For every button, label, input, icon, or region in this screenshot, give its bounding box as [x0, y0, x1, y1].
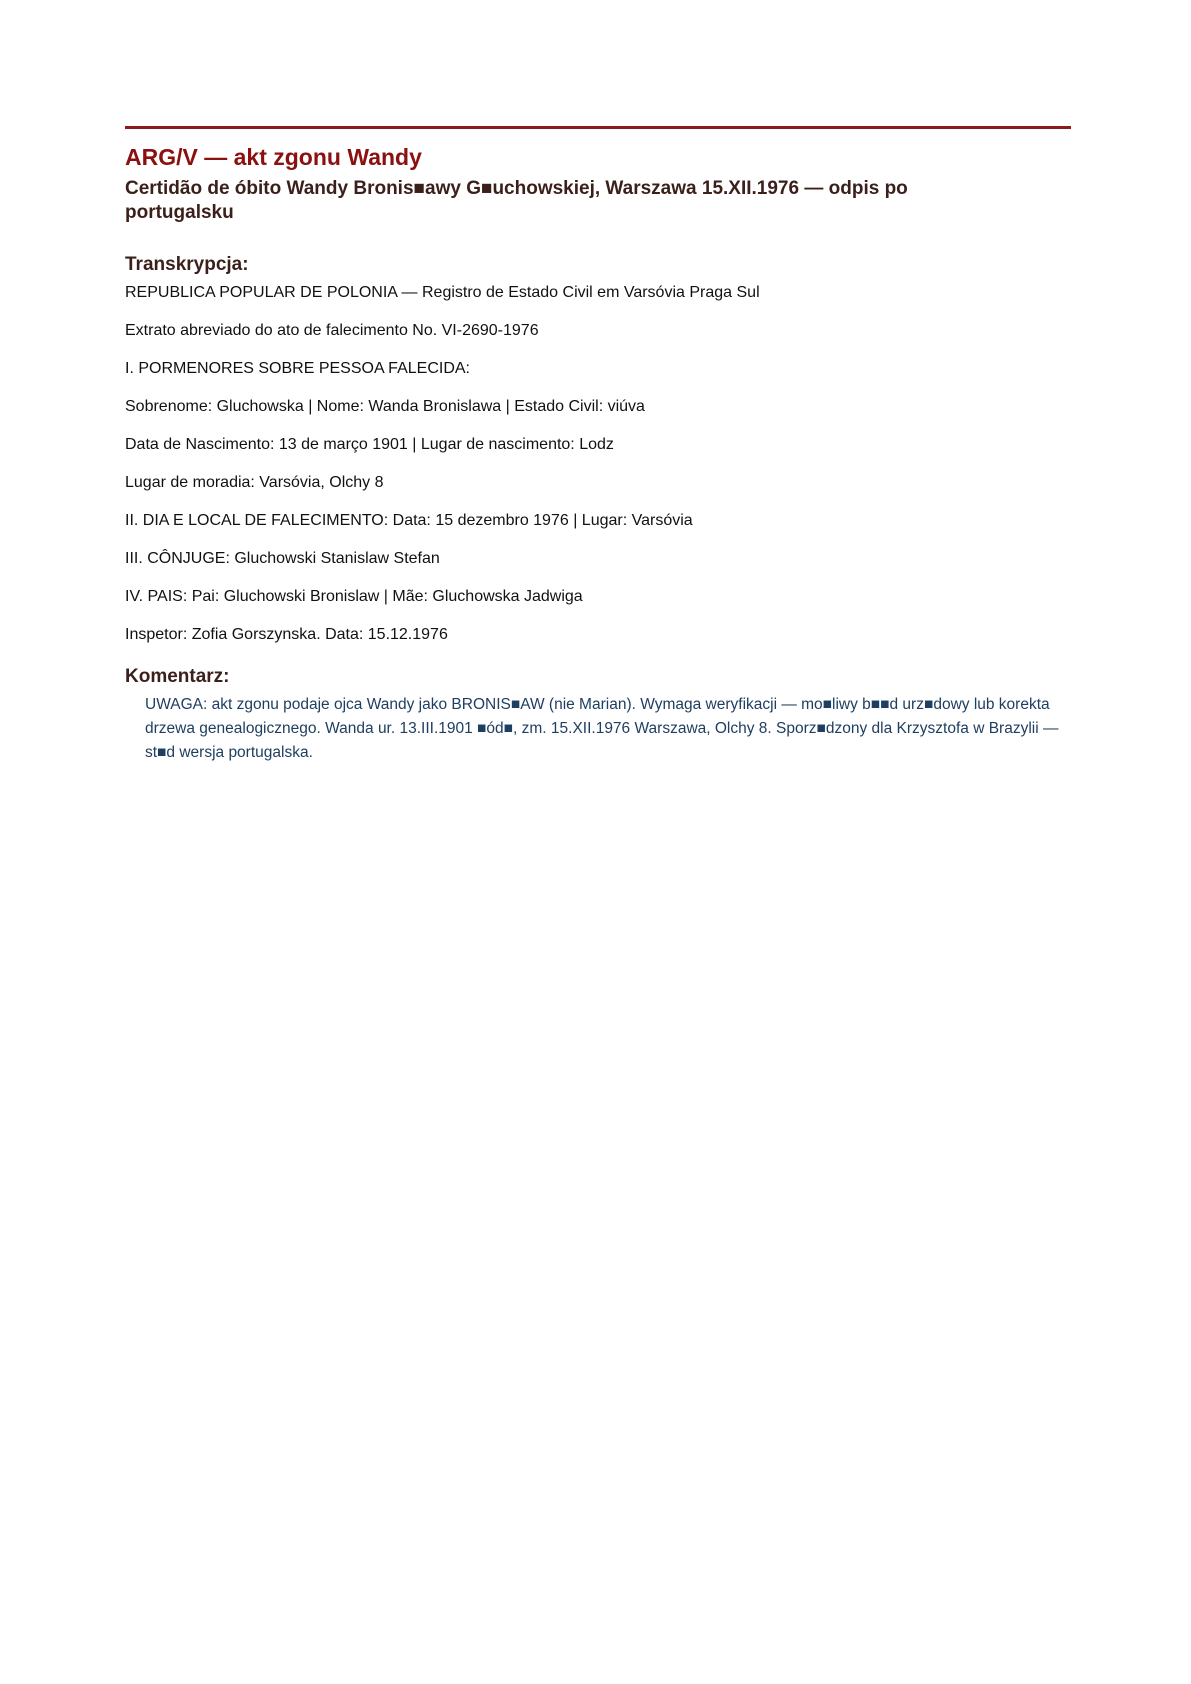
comment-text: UWAGA: akt zgonu podaje ojca Wandy jako BRONIS■AW (nie Marian). Wymaga weryfikacji — mo■liwy b■■d urz■dowy lub korekta drzewa genealogicznego. Wanda ur. 13.III.1901 ■ód■, zm. 15.XII.1976 Warszawa, Olchy 8. Sporz■dzony dla Krzysztofa w Brazylii — st■d wersja portugalska.	[145, 696, 1059, 761]
transcription-line: III. CÔNJUGE: Gluchowski Stanislaw Stefan	[125, 550, 440, 567]
transcription-line: REPUBLICA POPULAR DE POLONIA — Registro de Estado Civil em Varsóvia Praga Sul	[125, 284, 760, 301]
transcription-line: Extrato abreviado do ato de falecimento No. VI-2690-1976	[125, 322, 539, 339]
transcription-line: Data de Nascimento: 13 de março 1901 | Lugar de nascimento: Lodz	[125, 436, 614, 453]
transcription-line: Inspetor: Zofia Gorszynska. Data: 15.12.1976	[125, 626, 448, 643]
transcription-line: I. PORMENORES SOBRE PESSOA FALECIDA:	[125, 360, 470, 377]
header-rule	[125, 126, 1071, 129]
transcription-line: Lugar de moradia: Varsóvia, Olchy 8	[125, 474, 384, 491]
document-page	[125, 126, 1071, 765]
document-subtitle: Certidão de óbito Wandy Bronis■awy G■uchowskiej, Warszawa 15.XII.1976 — odpis po portugalsku	[125, 178, 908, 223]
transcription-heading: Transkrypcja:	[125, 254, 249, 275]
transcription-lines	[125, 283, 1071, 663]
transcription-line: Sobrenome: Gluchowska | Nome: Wanda Bronislawa | Estado Civil: viúva	[125, 398, 645, 415]
transcription-line: IV. PAIS: Pai: Gluchowski Bronislaw | Mãe: Gluchowska Jadwiga	[125, 588, 583, 605]
comment-heading: Komentarz:	[125, 666, 230, 687]
document-title: ARG/V — akt zgonu Wandy	[125, 144, 422, 170]
transcription-line: II. DIA E LOCAL DE FALECIMENTO: Data: 15 dezembro 1976 | Lugar: Varsóvia	[125, 512, 693, 529]
